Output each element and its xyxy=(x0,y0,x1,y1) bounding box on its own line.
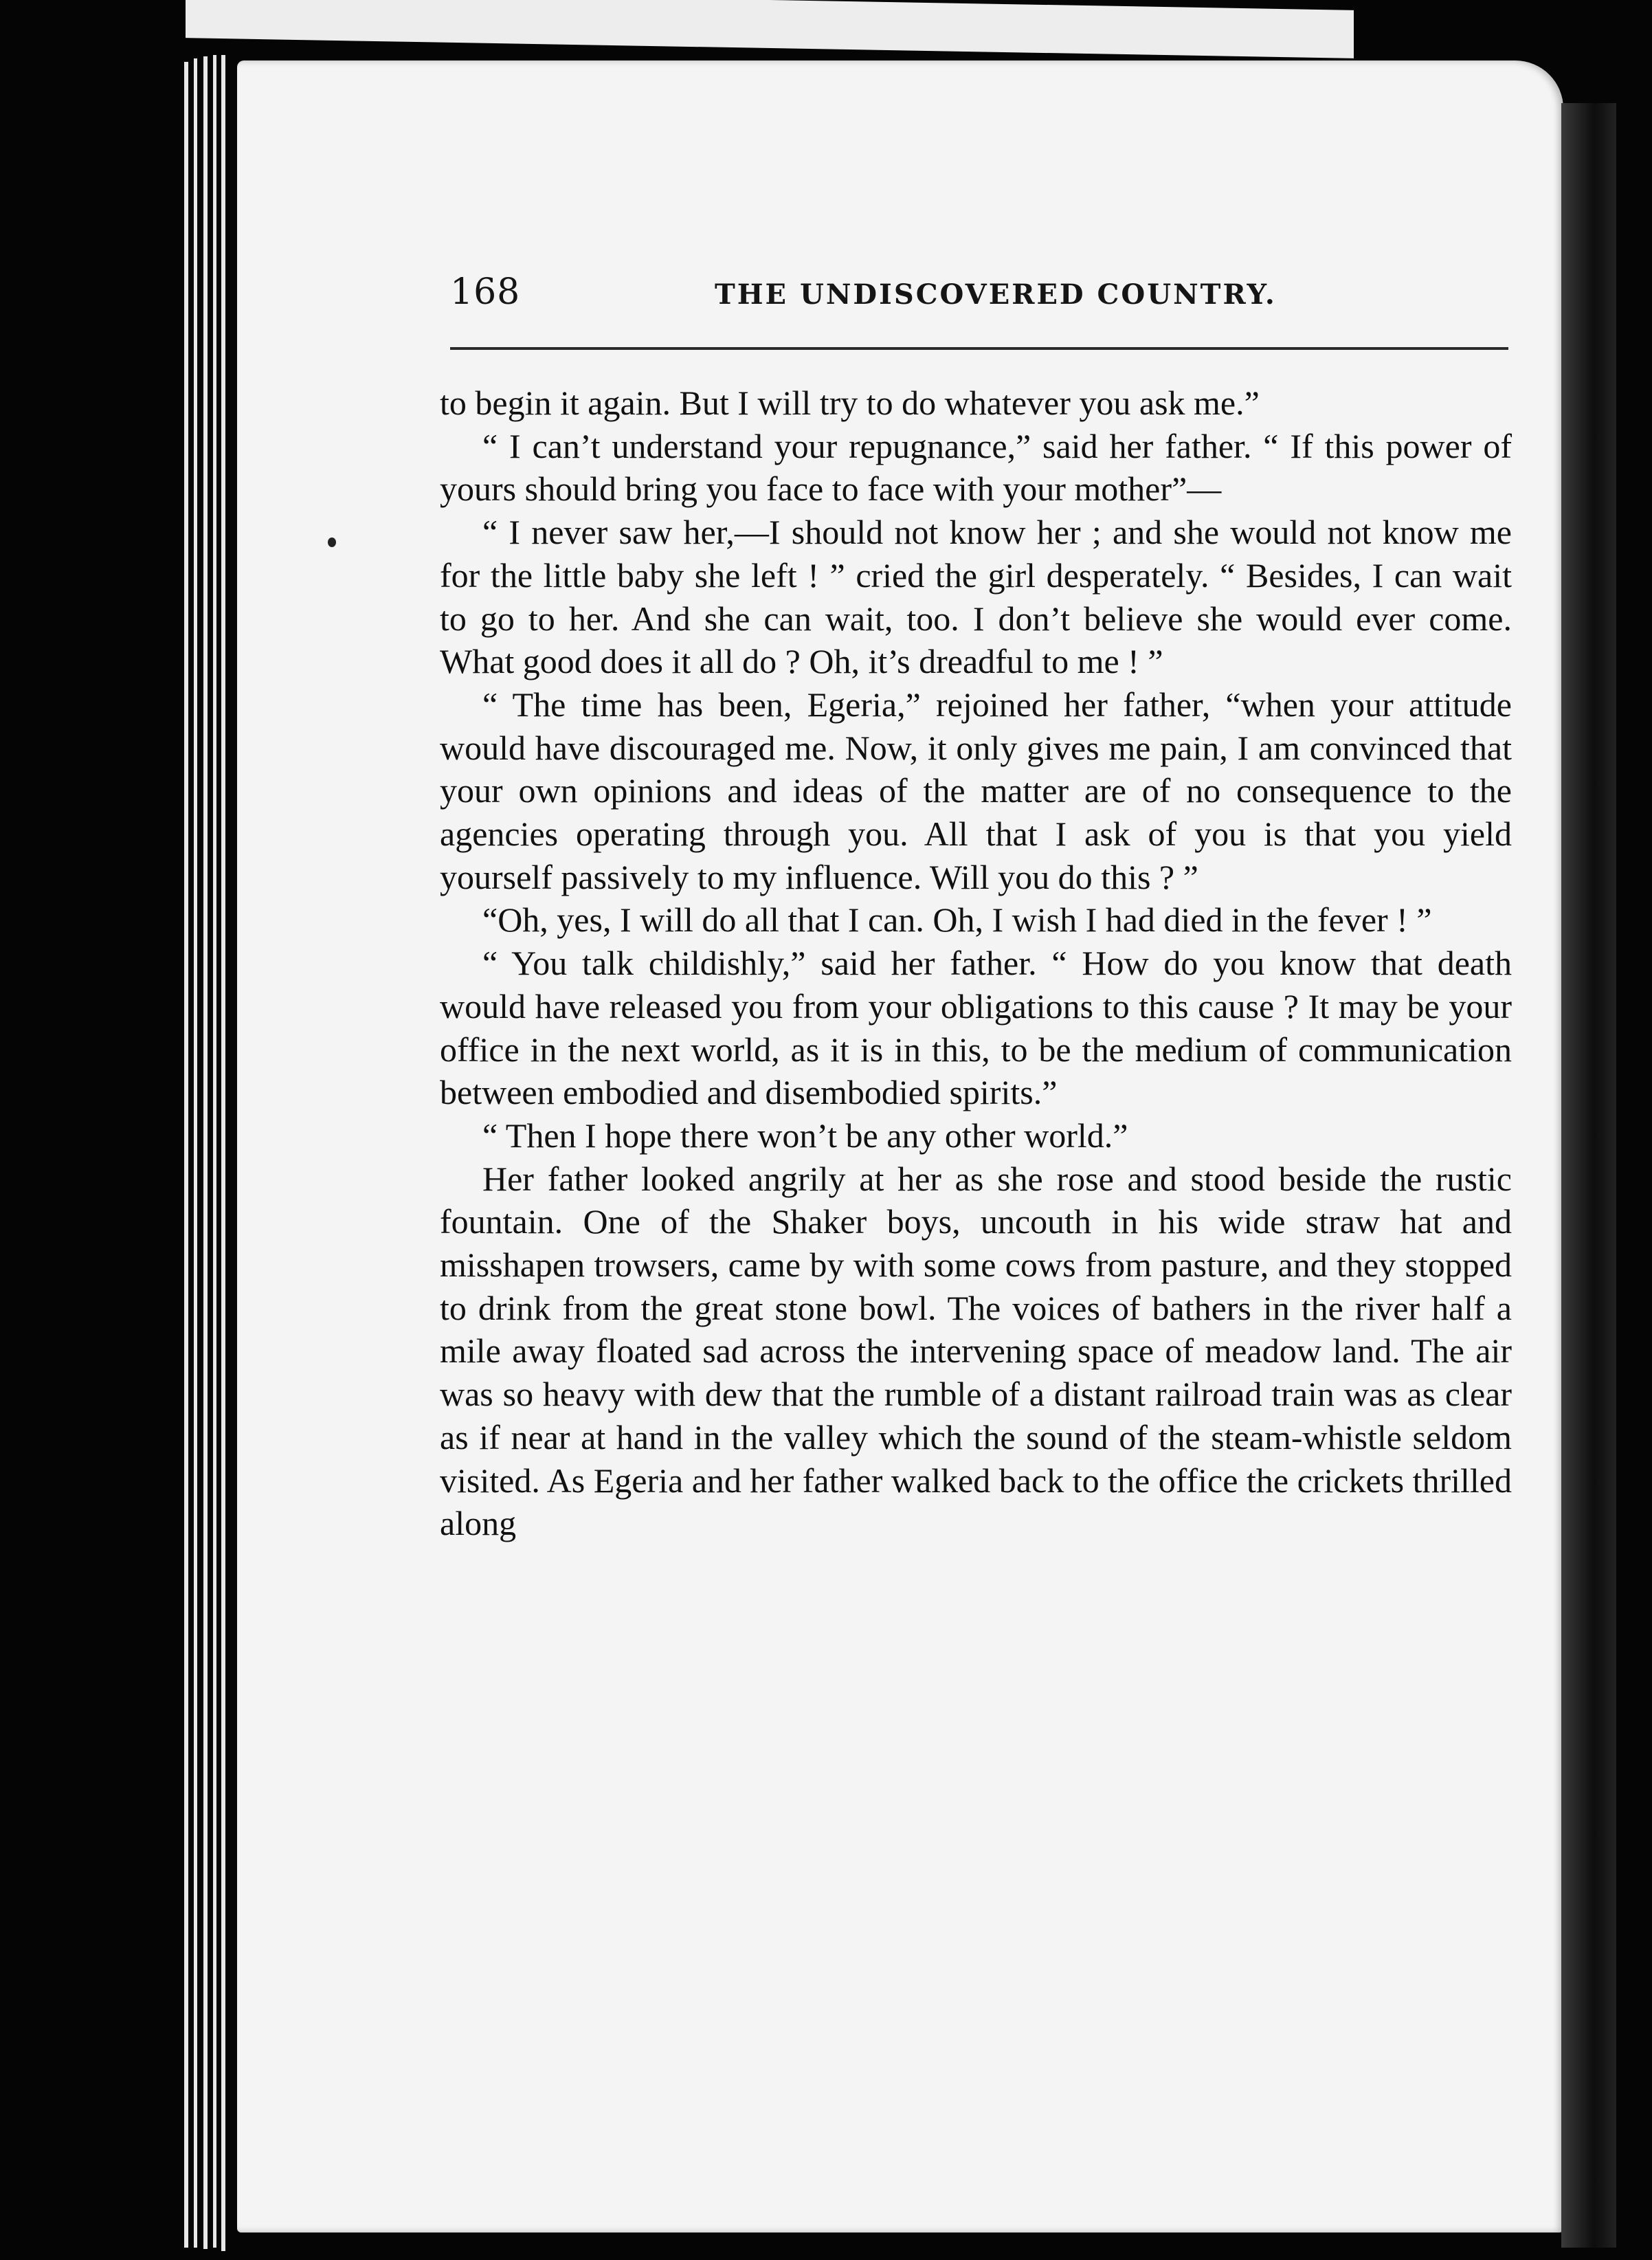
page-edge-stack xyxy=(194,58,197,2248)
page-edge-stack xyxy=(213,55,216,2248)
paragraph: Her father looked angrily at her as she rose and stood beside the rustic fountain. One of the Shaker boys, uncouth in his wide straw hat and misshapen trowsers, came by with some cows from pasture, and they stopped to drink from the great stone bowl. The voices of bathers in the river half a mile away floated sad across the intervening space of meadow land. The air was so heavy with dew that the rumble of a distant railroad train was as clear as if near at hand in the valley which the sound of the steam-whistle seldom visited. As Egeria and her father walked back to the office the crickets thrilled along xyxy=(440,1159,1512,1543)
paragraph: “ I never saw her,—I should not know her ; and she would not know me for the little baby she left ! ” cried the girl desperately. “ Besides, I can wait to go to her. And she can wait, too. I don’t believe she would ever come. What good does it all do ? Oh, it’s dreadful to me ! ” xyxy=(440,513,1512,681)
page-edge-stack xyxy=(203,56,208,2249)
page-top-edge xyxy=(186,0,1354,58)
body-text xyxy=(440,381,1512,1545)
page-edge-stack xyxy=(221,55,225,2251)
paragraph: “ The time has been, Egeria,” rejoined her father, “when your attitude would have discouraged me. Now, it only gives me pain, I am convinced that your own opinions and ideas of the matter are of no consequence to the agencies operating through you. All that I ask of you is that you yield yourself passively to my influence. Will you do this ? ” xyxy=(440,685,1512,896)
page-number: 168 xyxy=(450,272,521,313)
page-header xyxy=(450,272,1288,320)
running-head: THE UNDISCOVERED COUNTRY. xyxy=(715,278,1277,311)
page-edge-stack xyxy=(184,62,188,2248)
paragraph: “ You talk childishly,” said her father. “ How do you know that death would have released you from your obligations to this cause ? It may be your office in the next world, as it is in this, to be the medium of communication between embodied and disembodied spirits.” xyxy=(440,944,1512,1112)
paragraph: “Oh, yes, I will do all that I can. Oh, I wish I had died in the fever ! ” xyxy=(482,900,1432,940)
right-page-edge xyxy=(1561,103,1616,2248)
paragraph: “ Then I hope there won’t be any other world.” xyxy=(482,1116,1128,1155)
paragraph: to begin it again. But I will try to do whatever you ask me.” xyxy=(440,384,1260,422)
header-rule xyxy=(450,347,1508,350)
margin-mark xyxy=(328,538,336,547)
paragraph: “ I can’t understand your repugnance,” said her father. “ If this power of yours should bring you face to face with your mother”— xyxy=(440,426,1512,509)
